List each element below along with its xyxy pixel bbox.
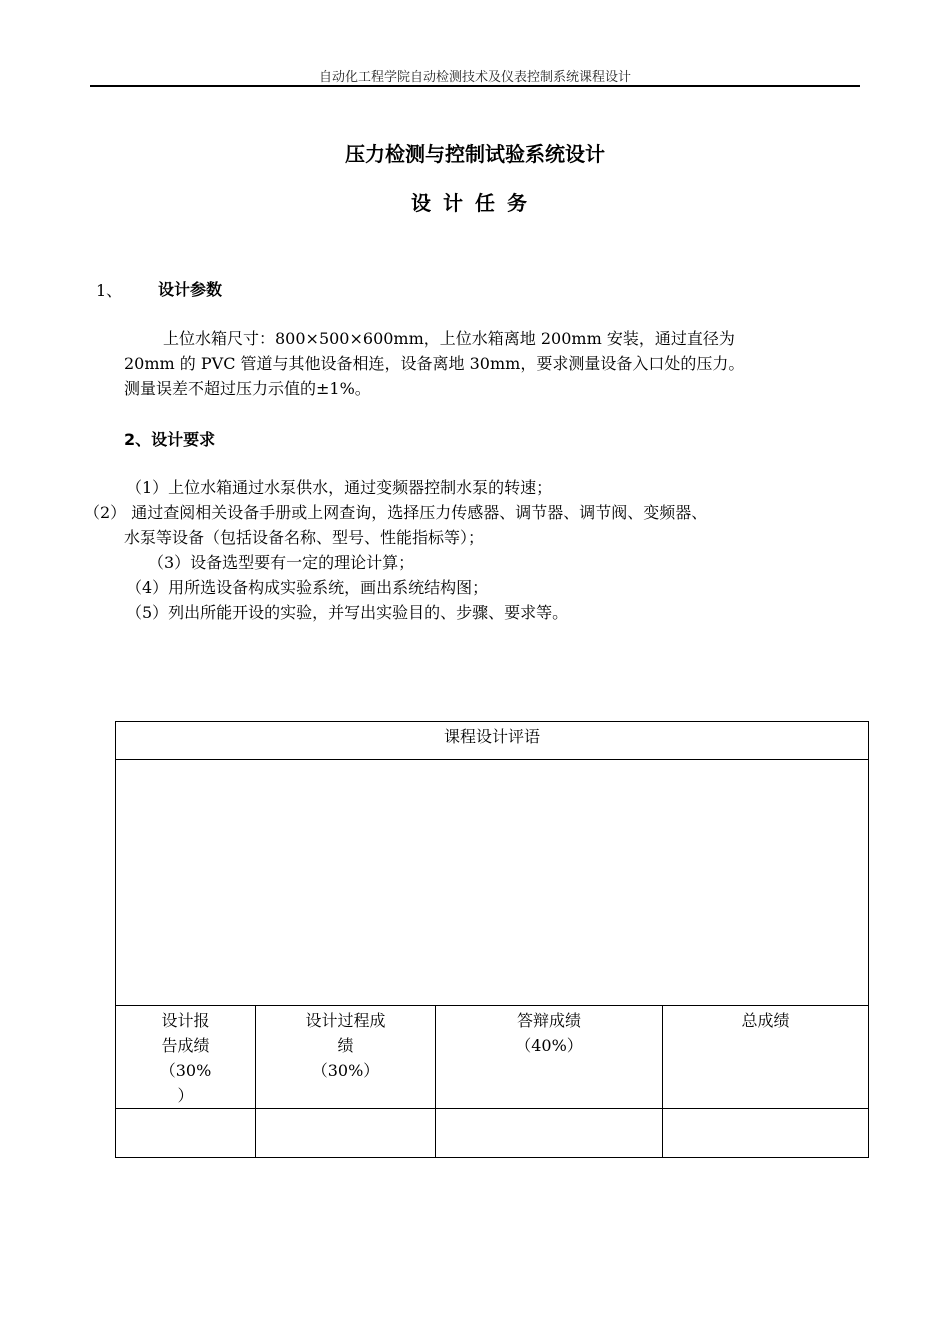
header-rule bbox=[90, 85, 860, 87]
section1-heading: 设计参数 bbox=[158, 280, 223, 299]
total-score-header: 总成绩 bbox=[663, 1006, 869, 1109]
requirement-item: 水泵等设备（包括设备名称、型号、性能指标等）； bbox=[124, 528, 485, 547]
document-subtitle: 设计任务 bbox=[411, 191, 539, 215]
requirement-item: （1）上位水箱通过水泵供水，通过变频器控制水泵的转速； bbox=[126, 478, 553, 497]
comments-area bbox=[116, 760, 869, 1006]
requirement-item: （2） 通过查阅相关设备手册或上网查询，选择压力传感器、调节器、调节阀、变频器、 bbox=[84, 503, 708, 522]
report-score-cell[interactable] bbox=[116, 1109, 256, 1158]
process-score-cell[interactable] bbox=[256, 1109, 436, 1158]
evaluation-table-title: 课程设计评语 bbox=[116, 722, 869, 760]
total-score-cell[interactable] bbox=[663, 1109, 869, 1158]
defense-score-cell[interactable] bbox=[436, 1109, 663, 1158]
section1-line: 20mm 的 PVC 管道与其他设备相连，设备离地 30mm，要求测量设备入口处的压力。 bbox=[124, 354, 745, 373]
document-title: 压力检测与控制试验系统设计 bbox=[345, 142, 605, 166]
section2-heading: 2、设计要求 bbox=[124, 430, 216, 449]
section1-line: 测量误差不超过压力示值的±1%。 bbox=[124, 379, 371, 398]
section1-number: 1、 bbox=[96, 281, 123, 300]
section1-line: 上位水箱尺寸：800×500×600mm，上位水箱离地 200mm 安装，通过直径为 bbox=[163, 329, 735, 348]
evaluation-table bbox=[115, 721, 869, 1158]
requirement-item: （3）设备选型要有一定的理论计算； bbox=[148, 553, 415, 572]
requirement-item: （4）用所选设备构成实验系统，画出系统结构图； bbox=[126, 578, 489, 597]
defense-score-header: 答辩成绩 （40%） bbox=[436, 1006, 663, 1109]
page-header: 自动化工程学院自动检测技术及仪表控制系统课程设计 bbox=[318, 70, 631, 85]
process-score-header: 设计过程成 绩 （30%） bbox=[256, 1006, 436, 1109]
report-score-header: 设计报 告成绩 （30% ） bbox=[116, 1006, 256, 1109]
requirement-item: （5）列出所能开设的实验，并写出实验目的、步骤、要求等。 bbox=[126, 603, 569, 622]
